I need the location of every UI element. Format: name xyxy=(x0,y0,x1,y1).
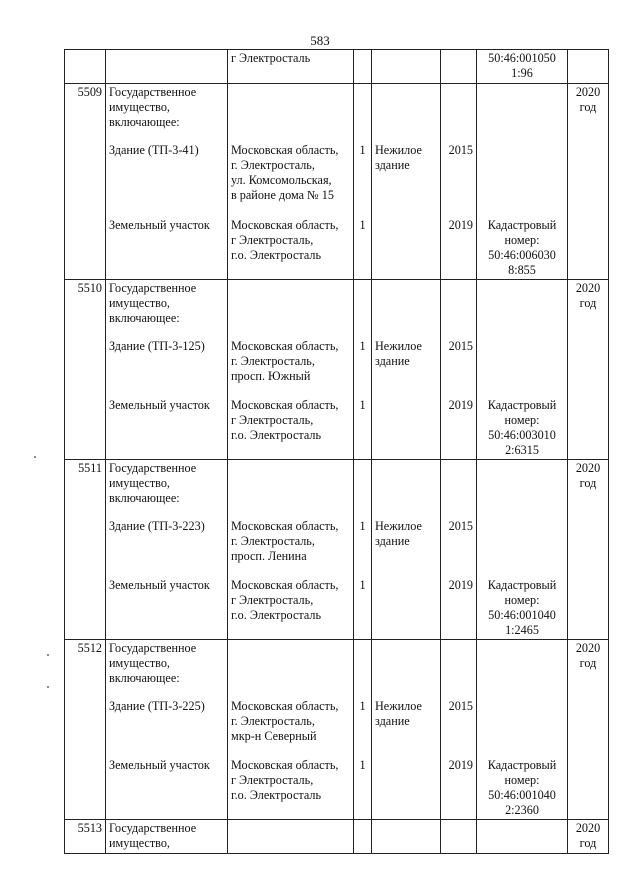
land-plot-row xyxy=(65,577,609,640)
land-plot-row xyxy=(65,757,609,820)
object-type-cell xyxy=(372,217,441,280)
record-period xyxy=(568,84,609,142)
record-title-line: имущество, xyxy=(109,476,170,490)
building-year: 2015 xyxy=(441,338,477,397)
cadastral-number-line: 50:46:006030 xyxy=(488,247,556,262)
building-row xyxy=(65,338,609,397)
period-cell xyxy=(568,217,609,280)
building-type xyxy=(372,518,441,577)
land-plot-row xyxy=(65,217,609,280)
period-cell xyxy=(568,338,609,397)
land-address-line: г.о. Электросталь xyxy=(231,787,322,802)
cadastral-number-line: 50:46:001040 xyxy=(488,607,556,622)
land-address xyxy=(228,217,354,280)
year-cell xyxy=(441,50,477,84)
building-address-line: г. Электросталь, xyxy=(231,713,315,728)
record-number-cell xyxy=(65,397,106,460)
land-quantity: 1 xyxy=(354,397,372,460)
building-type-line: Нежилое xyxy=(375,698,422,713)
land-address-line: г Электросталь, xyxy=(231,592,314,607)
building-quantity: 1 xyxy=(354,698,372,757)
cadastral-note-cell xyxy=(477,820,568,854)
cadastral-note-cell xyxy=(477,460,568,518)
land-quantity: 1 xyxy=(354,757,372,820)
record-title xyxy=(106,820,228,854)
cadastral-note-cell xyxy=(477,518,568,577)
quantity-cell xyxy=(354,84,372,142)
land-year: 2019 xyxy=(441,397,477,460)
period-cell xyxy=(568,142,609,217)
building-type-line: Нежилое xyxy=(375,142,422,157)
land-address-line: г.о. Электросталь xyxy=(231,247,322,262)
land-address-line: Московская область, xyxy=(231,397,339,412)
building-address-line: мкр-н Северный xyxy=(231,728,317,743)
address-cell: г Электросталь xyxy=(228,50,354,84)
cadastral-note-cell xyxy=(477,142,568,217)
building-type xyxy=(372,142,441,217)
land-address-line: Московская область, xyxy=(231,217,339,232)
building-name: Здание (ТП-3-225) xyxy=(106,698,228,757)
record-number: 5512 xyxy=(65,640,106,698)
land-year: 2019 xyxy=(441,577,477,640)
address-cell xyxy=(228,84,354,142)
land-name: Земельный участок xyxy=(106,577,228,640)
cadastral-number-line: номер: xyxy=(504,232,540,247)
record-title-line: Государственное xyxy=(109,85,197,99)
land-address-line: г.о. Электросталь xyxy=(231,427,322,442)
land-address-line: г Электросталь, xyxy=(231,772,314,787)
record-header-row xyxy=(65,820,609,854)
record-header-row xyxy=(65,84,609,142)
building-address-line: г. Электросталь, xyxy=(231,353,315,368)
record-period-line: год xyxy=(579,836,597,850)
address-cell xyxy=(228,640,354,698)
cadastral-number-line: 2:2360 xyxy=(505,802,539,817)
cadastral-note-cell xyxy=(477,50,568,84)
record-title-line: Государственное xyxy=(109,821,197,835)
building-address-line: ул. Комсомольская, xyxy=(231,172,332,187)
record-period-line: 2020 xyxy=(575,85,601,99)
period-cell xyxy=(568,698,609,757)
land-quantity: 1 xyxy=(354,217,372,280)
scan-speck xyxy=(34,456,36,458)
building-row xyxy=(65,698,609,757)
building-type-line: Нежилое xyxy=(375,518,422,533)
year-cell xyxy=(441,84,477,142)
quantity-cell xyxy=(354,460,372,518)
land-year: 2019 xyxy=(441,757,477,820)
record-number: 5509 xyxy=(65,84,106,142)
building-year: 2015 xyxy=(441,698,477,757)
record-period-line: 2020 xyxy=(575,461,601,475)
address-cell xyxy=(228,820,354,854)
record-title-line: Государственное xyxy=(109,461,197,475)
record-title-line: включающее: xyxy=(109,491,180,505)
building-address-line: Московская область, xyxy=(231,698,339,713)
record-header-row xyxy=(65,460,609,518)
record-title xyxy=(106,640,228,698)
record-period-line: 2020 xyxy=(575,281,601,295)
building-address-line: в районе дома № 15 xyxy=(231,187,334,202)
building-type-line: здание xyxy=(375,713,410,728)
cadastral-number-line: 50:46:001040 xyxy=(488,787,556,802)
continuation-row xyxy=(65,50,609,84)
building-quantity: 1 xyxy=(354,518,372,577)
building-row xyxy=(65,518,609,577)
record-period-line: год xyxy=(579,476,597,490)
cadastral-number xyxy=(477,757,568,820)
object-type-cell xyxy=(372,577,441,640)
record-number: 5511 xyxy=(65,460,106,518)
cadastral-note-cell xyxy=(477,280,568,338)
building-address-line: Московская область, xyxy=(231,338,339,353)
object-type-cell xyxy=(372,280,441,338)
year-cell xyxy=(441,460,477,518)
land-plot-row xyxy=(65,397,609,460)
cadastral-number xyxy=(477,577,568,640)
quantity-cell xyxy=(354,50,372,84)
object-type-cell xyxy=(372,397,441,460)
record-period-line: 2020 xyxy=(575,821,601,835)
cadastral-number xyxy=(477,397,568,460)
record-title-line: включающее: xyxy=(109,311,180,325)
record-title xyxy=(106,280,228,338)
land-name: Земельный участок xyxy=(106,757,228,820)
land-address-line: г Электросталь, xyxy=(231,232,314,247)
building-year: 2015 xyxy=(441,142,477,217)
year-cell xyxy=(441,280,477,338)
quantity-cell xyxy=(354,280,372,338)
land-address-line: г Электросталь, xyxy=(231,412,314,427)
building-address-line: Московская область, xyxy=(231,518,339,533)
record-header-row xyxy=(65,640,609,698)
record-title-line: имущество, xyxy=(109,296,170,310)
record-number-cell xyxy=(65,217,106,280)
record-number: 5513 xyxy=(65,820,106,854)
cadastral-note-cell xyxy=(477,338,568,397)
quantity-cell xyxy=(354,820,372,854)
land-name: Земельный участок xyxy=(106,217,228,280)
building-address-line: просп. Южный xyxy=(231,368,311,383)
object-type-cell xyxy=(372,640,441,698)
building-name: Здание (ТП-3-41) xyxy=(106,142,228,217)
record-title-line: включающее: xyxy=(109,671,180,685)
object-type-cell xyxy=(372,820,441,854)
record-number-cell xyxy=(65,142,106,217)
building-address-line: просп. Ленина xyxy=(231,548,307,563)
year-cell xyxy=(441,640,477,698)
record-period xyxy=(568,640,609,698)
land-address xyxy=(228,577,354,640)
building-year: 2015 xyxy=(441,518,477,577)
land-address xyxy=(228,757,354,820)
cadastral-note-cell xyxy=(477,640,568,698)
record-title-line: Государственное xyxy=(109,641,197,655)
cadastral-number-line: номер: xyxy=(504,412,540,427)
cadastral-note-cell-line: 1:96 xyxy=(511,66,533,80)
record-title xyxy=(106,84,228,142)
period-cell xyxy=(568,518,609,577)
building-name: Здание (ТП-3-223) xyxy=(106,518,228,577)
cadastral-note-cell xyxy=(477,698,568,757)
cadastral-note-cell xyxy=(477,84,568,142)
land-name: Земельный участок xyxy=(106,397,228,460)
building-address-line: г. Электросталь, xyxy=(231,157,315,172)
record-period-line: год xyxy=(579,296,597,310)
page-number: 583 xyxy=(310,33,330,48)
building-quantity: 1 xyxy=(354,142,372,217)
period-cell xyxy=(568,757,609,820)
record-period xyxy=(568,460,609,518)
cadastral-number-line: номер: xyxy=(504,772,540,787)
record-header-row xyxy=(65,280,609,338)
cadastral-number-line: Кадастровый xyxy=(487,757,557,772)
record-number-cell xyxy=(65,518,106,577)
land-year: 2019 xyxy=(441,217,477,280)
object-type-cell xyxy=(372,84,441,142)
object-type-cell xyxy=(372,50,441,84)
record-title-line: Государственное xyxy=(109,281,197,295)
building-row xyxy=(65,142,609,217)
record-number-cell xyxy=(65,50,106,84)
address-cell xyxy=(228,280,354,338)
record-period-line: год xyxy=(579,100,597,114)
year-cell xyxy=(441,820,477,854)
record-number-cell xyxy=(65,577,106,640)
cadastral-number xyxy=(477,217,568,280)
cadastral-number-line: 1:2465 xyxy=(505,622,539,637)
record-period-line: год xyxy=(579,656,597,670)
record-number-cell xyxy=(65,757,106,820)
record-title-line: имущество, xyxy=(109,656,170,670)
object-type-cell xyxy=(372,460,441,518)
record-number-cell xyxy=(65,338,106,397)
period-cell xyxy=(568,577,609,640)
land-address-line: Московская область, xyxy=(231,757,339,772)
building-type-line: здание xyxy=(375,157,410,172)
building-address xyxy=(228,142,354,217)
record-number-cell xyxy=(65,698,106,757)
cadastral-number-line: 8:855 xyxy=(508,262,536,277)
building-address-line: Московская область, xyxy=(231,142,339,157)
record-title-line: имущество, xyxy=(109,836,170,850)
cadastral-number-line: 2:6315 xyxy=(505,442,539,457)
building-address xyxy=(228,698,354,757)
address-cell xyxy=(228,460,354,518)
building-name: Здание (ТП-3-125) xyxy=(106,338,228,397)
record-title xyxy=(106,460,228,518)
land-quantity: 1 xyxy=(354,577,372,640)
building-address xyxy=(228,338,354,397)
building-type-line: Нежилое xyxy=(375,338,422,353)
object-type-cell xyxy=(372,757,441,820)
quantity-cell xyxy=(354,640,372,698)
record-title-line: включающее: xyxy=(109,115,180,129)
period-cell xyxy=(568,397,609,460)
building-quantity: 1 xyxy=(354,338,372,397)
cadastral-number-line: номер: xyxy=(504,592,540,607)
land-address-line: г.о. Электросталь xyxy=(231,607,322,622)
cadastral-note-cell-line: 50:46:001050 xyxy=(488,51,556,65)
period-cell xyxy=(568,50,609,84)
cadastral-number-line: Кадастровый xyxy=(487,577,557,592)
property-registry-table xyxy=(64,49,609,854)
building-type xyxy=(372,698,441,757)
record-period xyxy=(568,280,609,338)
record-period-line: 2020 xyxy=(575,641,601,655)
scan-speck xyxy=(47,654,49,656)
record-title-line: имущество, xyxy=(109,100,170,114)
cadastral-number-line: Кадастровый xyxy=(487,217,557,232)
building-type-line: здание xyxy=(375,533,410,548)
item-name-cell xyxy=(106,50,228,84)
building-type-line: здание xyxy=(375,353,410,368)
building-type xyxy=(372,338,441,397)
record-period xyxy=(568,820,609,854)
cadastral-number-line: Кадастровый xyxy=(487,397,557,412)
table-body xyxy=(65,50,609,854)
cadastral-number-line: 50:46:003010 xyxy=(488,427,556,442)
record-number: 5510 xyxy=(65,280,106,338)
scan-speck xyxy=(47,686,49,688)
building-address xyxy=(228,518,354,577)
building-address-line: г. Электросталь, xyxy=(231,533,315,548)
land-address xyxy=(228,397,354,460)
land-address-line: Московская область, xyxy=(231,577,339,592)
